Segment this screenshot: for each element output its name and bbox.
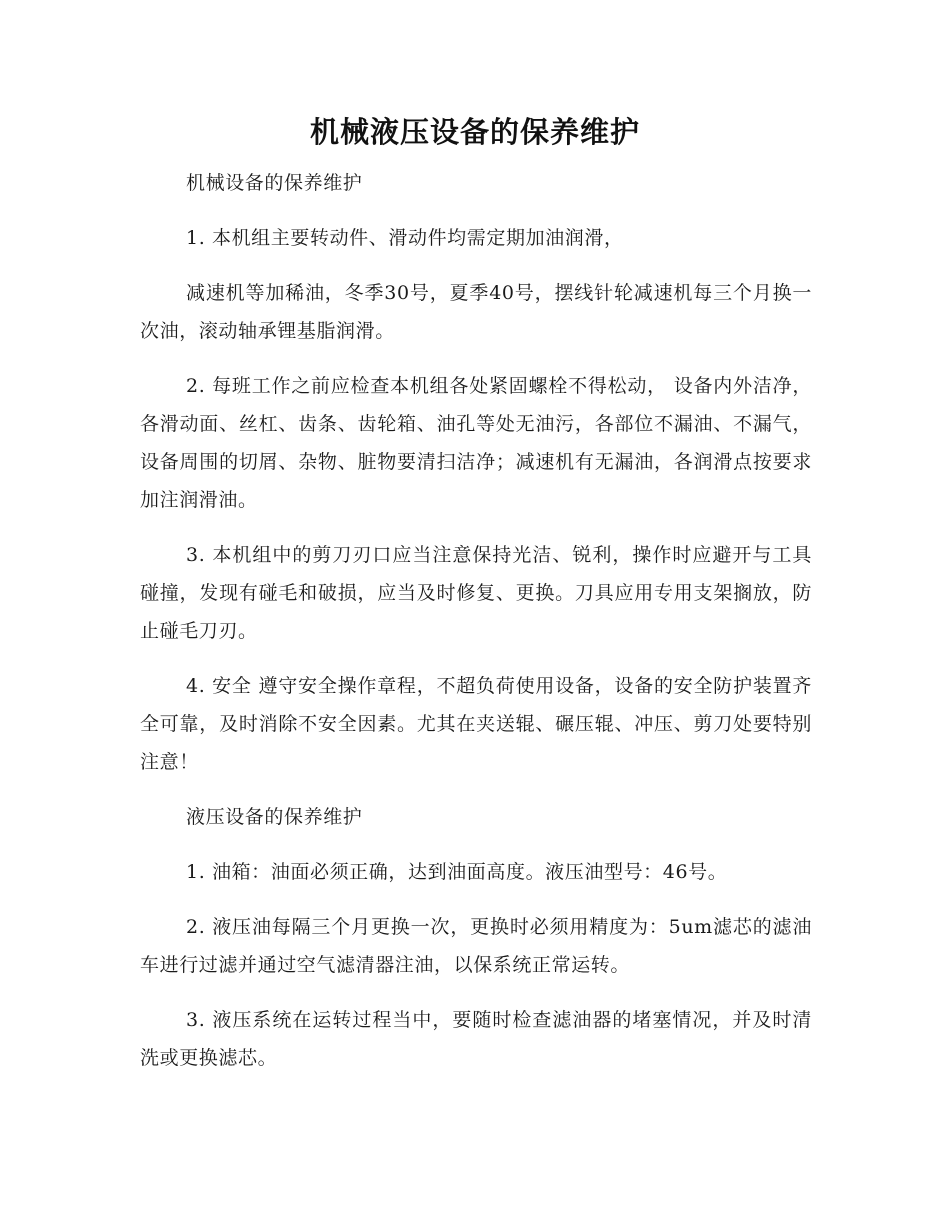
paragraph-mechanical-1-detail: 减速机等加稀油，冬季30号，夏季40号，摆线针轮减速机每三个月换一次油，滚动轴承锂基脂润滑。 bbox=[140, 282, 812, 342]
document-body bbox=[140, 164, 812, 1094]
section-heading-mechanical: 机械设备的保养维护 bbox=[186, 172, 363, 194]
paragraph-mechanical-3: 3. 本机组中的剪刀刃口应当注意保持光洁、锐利，操作时应避开与工具碰撞，发现有碰毛和破损，应当及时修复、更换。刀具应用专用支架搁放，防止碰毛刀刃。 bbox=[140, 544, 812, 642]
paragraph-hydraulic-3: 3. 液压系统在运转过程当中，要随时检查滤油器的堵塞情况，并及时清洗或更换滤芯。 bbox=[140, 1009, 812, 1069]
paragraph-hydraulic-1: 1. 油箱：油面必须正确，达到油面高度。液压油型号：46号。 bbox=[186, 861, 728, 883]
document-title: 机械液压设备的保养维护 bbox=[309, 115, 640, 149]
section-heading-hydraulic: 液压设备的保养维护 bbox=[186, 806, 363, 828]
paragraph-mechanical-2: 2. 每班工作之前应检查本机组各处紧固螺栓不得松动， 设备内外洁净，各滑动面、丝杠、齿条、齿轮箱、油孔等处无油污，各部位不漏油、不漏气，设备周围的切屑、杂物、脏物要清扫洁净；减速机有无漏油，各润滑点按要求加注润滑油。 bbox=[140, 375, 812, 511]
paragraph-mechanical-4: 4. 安全 遵守安全操作章程，不超负荷使用设备，设备的安全防护装置齐全可靠，及时消除不安全因素。尤其在夹送辊、碾压辊、冲压、剪刀处要特别注意！ bbox=[140, 675, 812, 773]
paragraph-hydraulic-2: 2. 液压油每隔三个月更换一次，更换时必须用精度为：5um滤芯的滤油车进行过滤并通过空气滤清器注油，以保系统正常运转。 bbox=[140, 916, 812, 976]
paragraph-mechanical-1: 1. 本机组主要转动件、滑动件均需定期加油润滑， bbox=[186, 227, 624, 249]
